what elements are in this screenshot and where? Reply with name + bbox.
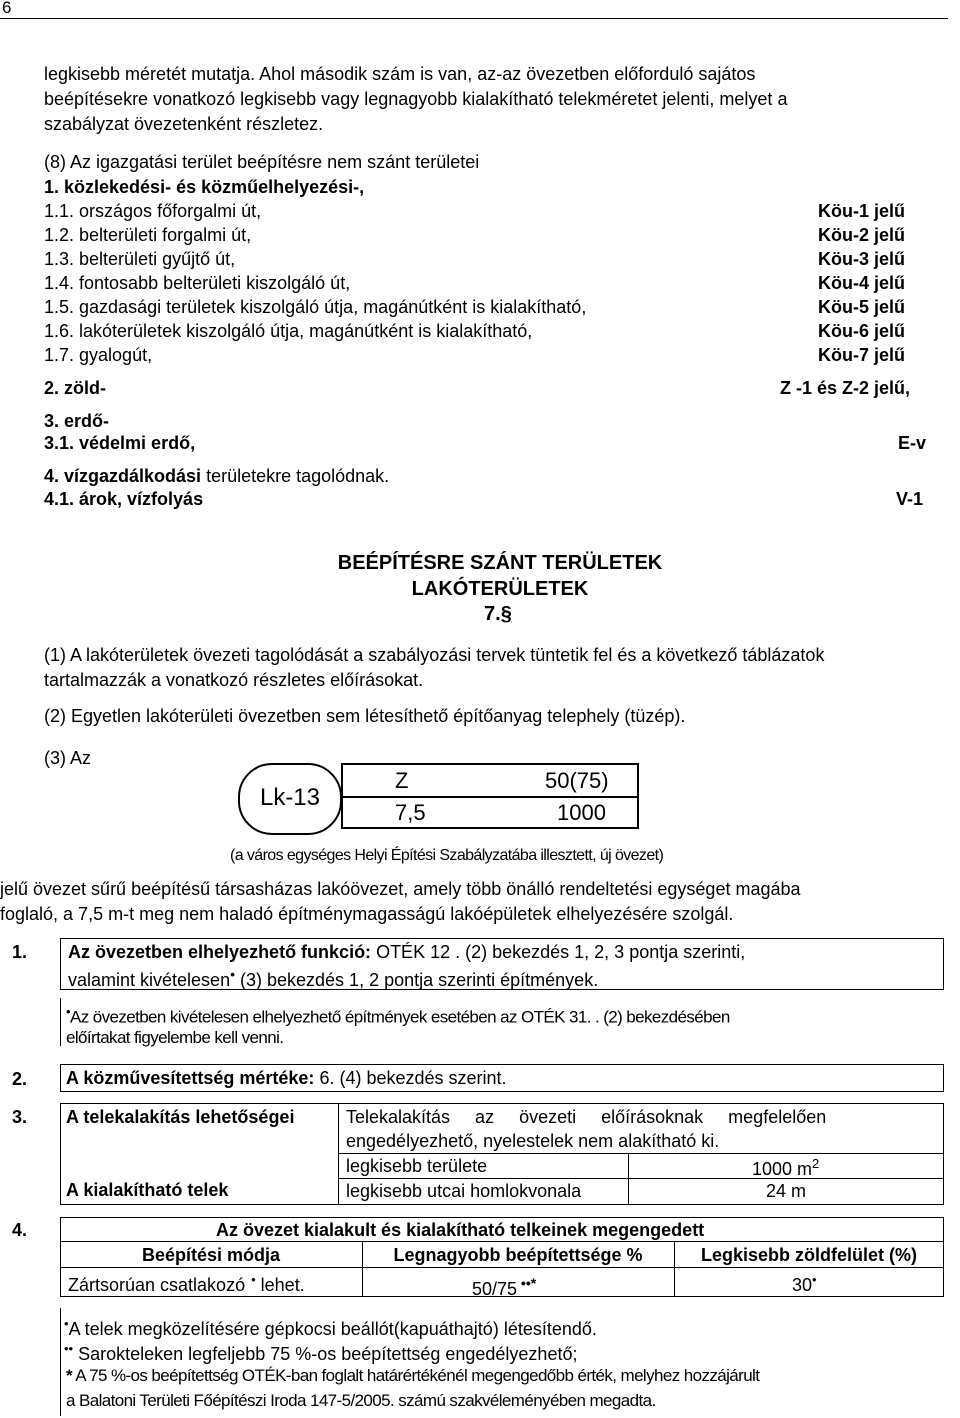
arok-label: 4.1. árok, vízfolyás (44, 489, 204, 509)
row3-number: 3. (12, 1107, 28, 1127)
row4-val3-dot: • (812, 1272, 817, 1287)
note1-dot: • (66, 1004, 70, 1019)
area-label: legkisebb területe (346, 1156, 488, 1176)
zone-note: (a város egységes Helyi Építési Szabályzatába illesztett, új övezet) (230, 847, 664, 864)
row1-dot: • (230, 966, 235, 982)
heading-line-2: LAKÓTERÜLETEK (411, 578, 589, 600)
item-label: 1.7. gyalogút, (44, 345, 153, 365)
footnote-1 (64, 1316, 597, 1340)
p3-label: (3) Az (44, 748, 92, 768)
intro-line-2: beépítésekre vonatkozó legkisebb vagy legnagyobb kialakítható telekméretet jelenti, melyet a (44, 89, 788, 109)
item-label: 1. közlekedési- és közműelhelyezési-, (44, 177, 365, 197)
item-code: Köu-3 jelű (818, 249, 906, 269)
zone-br: 1000 (557, 800, 606, 825)
section-number: 7. (484, 603, 501, 625)
row1-number: 1. (12, 942, 28, 962)
section-mark: § (500, 603, 512, 625)
item-label: 1.1. országos főforgalmi út, (44, 201, 262, 221)
p1-line-2: tartalmazzák a vonatkozó részletes előírásokat. (44, 670, 424, 690)
item-code: Köu-7 jelű (818, 345, 906, 365)
row3-hline-2 (338, 1178, 944, 1179)
p2: (2) Egyetlen lakóterületi övezetben sem létesíthető építőanyag telephely (tüzép). (44, 706, 686, 726)
erdo-label: 3. erdő- (44, 411, 110, 431)
item-label: 1.6. lakóterületek kiszolgáló útja, magánútként is kialakítható, (44, 321, 533, 341)
row3-left-bottom: A kialakítható telek (66, 1180, 229, 1200)
footnote-2-text: Sarokteleken legfeljebb 75 %-os beépítettség engedélyezhető; (73, 1344, 578, 1364)
row4-hline-2 (60, 1267, 944, 1268)
row1-rest: OTÉK 12 . (2) bekezdés 1, 2, 3 pontja szerinti, (371, 942, 746, 962)
viz-line (44, 466, 389, 487)
page-number: 6 (2, 0, 12, 17)
p1-line-1: (1) A lakóterületek övezeti tagolódását a szabályozási tervek tüntetik fel és a következő táblázatok (44, 645, 825, 665)
intro-line-3: szabályzat övezetenként részletez. (44, 114, 324, 134)
zone-desc-line-2: foglaló, a 7,5 m-t meg nem haladó építménymagasságú lakóépületek elhelyezésére szolgál. (0, 904, 734, 924)
footnote-2-mark: •• (64, 1341, 74, 1356)
row4-title: Az övezet kialakult és kialakítható telkeinek megengedett (216, 1220, 705, 1240)
footnote-3-line-1 (66, 1366, 759, 1386)
row1-line2-end: (3) bekezdés 1, 2 pontja szerinti építmények. (235, 970, 599, 990)
row3-hline-1 (338, 1153, 944, 1154)
row2-number: 2. (12, 1069, 28, 1089)
heading-line-1: BEÉPÍTÉSRE SZÁNT TERÜLETEK (337, 552, 663, 574)
item-code: Köu-4 jelű (818, 273, 906, 293)
zone-name: Lk-13 (259, 784, 321, 811)
row3-value-divider (628, 1153, 629, 1205)
zone-desc-line-1: jelű övezet sűrű beépítésű társasházas lakóövezet, amely több önálló rendeltetési egységet magába (0, 879, 801, 899)
row1-bold: Az övezetben elhelyezhető funkció: (68, 942, 372, 962)
vedelmi-label: 3.1. védelmi erdő, (44, 433, 196, 453)
footnote-2 (64, 1341, 577, 1365)
note1-line-2: előírtakat figyelembe kell venni. (66, 1028, 284, 1047)
row4-val1 (68, 1272, 305, 1296)
row4-val2 (472, 1275, 536, 1300)
row4-val1-text: Zártsorúan csatlakozó (68, 1275, 246, 1295)
row4-val1-end: lehet. (255, 1275, 305, 1295)
row4-col3: Legkisebb zöldfelület (%) (700, 1245, 918, 1265)
row4-val3-text: 30 (792, 1275, 813, 1295)
zold-label: 2. zöld- (44, 378, 106, 398)
item-label: 1.2. belterületi forgalmi út, (44, 225, 252, 245)
row4-col1: Beépítési módja (141, 1245, 281, 1265)
arok-code: V-1 (896, 489, 924, 509)
row4-val1-dot: • (251, 1272, 256, 1287)
row4-number: 4. (12, 1220, 28, 1240)
item-label: 1.5. gazdasági területek kiszolgáló útja, magánútként is kialakítható, (44, 297, 587, 317)
zone-bl: 7,5 (395, 800, 426, 825)
row1-line-1 (68, 942, 745, 963)
row2-bold: A közművesítettség mértéke: (66, 1068, 315, 1088)
note1-rule (60, 998, 61, 1046)
header-rule (0, 18, 948, 19)
row4-col2: Legnagyobb beépítettsége % (393, 1245, 643, 1265)
zone-box-mid-line (341, 796, 639, 798)
zone-tl: Z (395, 768, 409, 793)
footnote-1-text: A telek megközelítésére gépkocsi beállót(kapuáthajtó) létesítendő. (68, 1319, 597, 1339)
footnote-3-text-1: A 75 %-os beépítettség OTÉK-ban foglalt határértékénél megengedőbb érték, melyhez hozzájárult (72, 1366, 760, 1385)
zold-code: Z -1 és Z-2 jelű, (780, 378, 911, 398)
section8-heading: (8) Az igazgatási terület beépítésre nem szánt területei (44, 152, 480, 172)
note1-text-1: Az övezetben kivételesen elhelyezhető építmények esetében az OTÉK 31. . (2) bekezdésében (69, 1007, 730, 1027)
area-sup: 2 (812, 1156, 820, 1171)
viz-prefix: 4. vízgazdálkodási (44, 466, 202, 486)
front-value: 24 m (766, 1181, 807, 1201)
footnote-3-mark: * (66, 1366, 73, 1385)
row3-right-top-2: engedélyezhető, nyelestelek nem alakítható ki. (346, 1131, 720, 1151)
footnote-3-line-2: a Balatoni Területi Főépítészi Iroda 147-5/2005. számú szakvéleményében megadta. (66, 1391, 656, 1410)
row3-right-top-1: Telekalakítás az övezeti előírásoknak megfelelően (346, 1107, 827, 1127)
item-code: Köu-5 jelű (818, 297, 906, 317)
row1-line2-start: valamint kivételesen (68, 970, 231, 990)
row3-left-top: A telekalakítás lehetőségei (66, 1107, 295, 1127)
row2-line (66, 1068, 507, 1089)
row4-hline-1 (60, 1241, 944, 1242)
area-value (752, 1156, 819, 1180)
row4-val2-mark: ••* (517, 1275, 537, 1291)
row1-line-2 (68, 966, 598, 991)
note1-line-1 (66, 1004, 730, 1028)
area-value-text: 1000 m (752, 1159, 813, 1179)
item-code: Köu-6 jelű (818, 321, 906, 341)
heading-line-3 (484, 603, 512, 626)
item-code: Köu-1 jelű (818, 201, 906, 221)
row3-divider (338, 1103, 339, 1205)
vedelmi-code: E-v (898, 433, 927, 453)
item-label: 1.4. fontosabb belterületi kiszolgáló út, (44, 273, 351, 293)
item-label: 1.3. belterületi gyűjtő út, (44, 249, 236, 269)
intro-line-1: legkisebb méretét mutatja. Ahol második szám is van, az-az övezetben előforduló sajátos (44, 64, 756, 84)
row2-rest: 6. (4) bekezdés szerint. (314, 1068, 507, 1088)
row4-val2-text: 50/75 (472, 1279, 518, 1299)
viz-suffix: területekre tagolódnak. (201, 466, 390, 486)
footnote-1-mark: • (64, 1316, 69, 1331)
footnote-rule (60, 1308, 61, 1416)
front-label: legkisebb utcai homlokvonala (346, 1181, 582, 1201)
row4-val3 (792, 1272, 817, 1296)
item-code: Köu-2 jelű (818, 225, 906, 245)
zone-tr: 50(75) (545, 768, 609, 793)
